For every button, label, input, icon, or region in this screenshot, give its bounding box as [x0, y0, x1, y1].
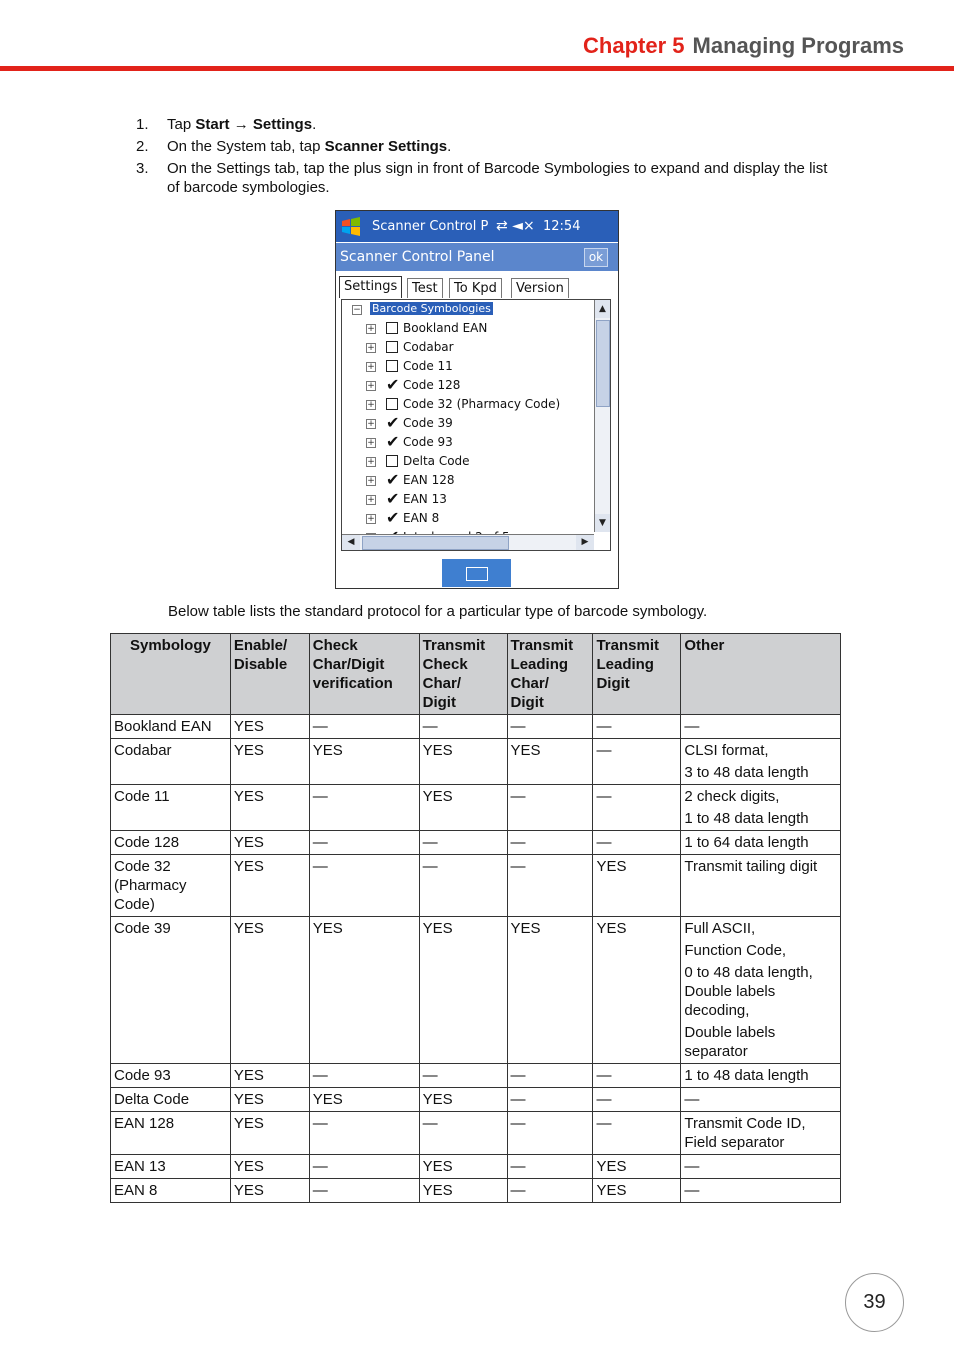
column-header-line: Char/	[422, 675, 461, 692]
ok-button[interactable]: ok	[584, 248, 608, 267]
table-cell: —	[593, 1112, 681, 1155]
table-cell: YES	[419, 1179, 507, 1203]
step-text: .	[447, 138, 452, 155]
step-text: →	[229, 116, 253, 133]
column-header-line: Digit	[422, 694, 456, 711]
scroll-left-icon[interactable]: ◀	[342, 535, 360, 550]
table-row	[111, 1155, 841, 1179]
table-row	[111, 831, 841, 855]
expand-icon[interactable]: +	[367, 476, 375, 486]
table-cell: —	[593, 715, 681, 739]
table-cell: —	[507, 785, 593, 831]
table-cell: YES	[593, 855, 681, 917]
column-header	[309, 634, 419, 715]
column-header-line: Transmit	[596, 637, 659, 654]
table-cell: —	[419, 1064, 507, 1088]
table-cell: YES	[230, 1088, 309, 1112]
tab-strip	[339, 276, 615, 298]
table-cell: —	[419, 855, 507, 917]
step-number: 3.	[136, 160, 149, 177]
table-body	[111, 715, 841, 1203]
table-cell: EAN 8	[111, 1179, 231, 1203]
table-cell: —	[507, 855, 593, 917]
step-number: 2.	[136, 138, 149, 155]
tree-item-label[interactable]: Codabar	[403, 340, 454, 354]
expand-icon[interactable]: +	[367, 495, 375, 505]
chapter-heading	[583, 33, 904, 59]
tab-version[interactable]: Version	[511, 278, 569, 298]
column-header-line: Transmit	[510, 637, 574, 654]
column-header-line: Char/	[510, 675, 549, 692]
table-row	[111, 715, 841, 739]
table-cell	[681, 715, 841, 739]
table-caption: Below table lists the standard protocol for a particular type of barcode symbology.	[168, 603, 708, 620]
scroll-thumb[interactable]	[596, 320, 610, 407]
expand-icon[interactable]: +	[367, 324, 375, 334]
cell-line: Transmit tailing digit	[684, 858, 818, 875]
connectivity-volume-icon[interactable]: ⇄ ◄×	[496, 218, 535, 234]
table-cell: YES	[419, 1155, 507, 1179]
table-cell: —	[507, 1088, 593, 1112]
table-cell: YES	[593, 917, 681, 1064]
table-cell: —	[593, 1064, 681, 1088]
page-header	[0, 0, 954, 72]
checkmark-icon[interactable]: ✔	[386, 489, 400, 508]
cell-line: 0 to 48 data length, Double labels decoding,	[684, 964, 813, 1019]
checkbox-icon[interactable]	[386, 341, 398, 353]
column-header-line: Check	[312, 637, 358, 654]
table-row	[111, 1112, 841, 1155]
column-header	[593, 634, 681, 715]
checkbox-icon[interactable]	[386, 360, 398, 372]
cell-line: —	[684, 718, 700, 735]
table-cell: Code 39	[111, 917, 231, 1064]
table-cell: YES	[230, 739, 309, 785]
table-cell	[681, 785, 841, 831]
table-cell: —	[507, 1064, 593, 1088]
table-cell: —	[593, 739, 681, 785]
cell-line: 2 check digits,	[684, 788, 780, 805]
scroll-right-icon[interactable]: ▶	[576, 535, 594, 550]
table-cell	[681, 1155, 841, 1179]
header-rule	[0, 66, 954, 71]
cell-line: Function Code,	[684, 942, 787, 959]
vertical-scrollbar[interactable]	[594, 300, 610, 532]
table-row	[111, 1179, 841, 1203]
table-cell: Codabar	[111, 739, 231, 785]
table-cell: YES	[230, 1112, 309, 1155]
column-header-line: verification	[312, 675, 393, 692]
tree-item-label[interactable]: EAN 13	[403, 492, 447, 506]
table-cell: EAN 128	[111, 1112, 231, 1155]
step-text: .	[312, 116, 317, 133]
table-cell: —	[507, 1155, 593, 1179]
table-cell: —	[593, 785, 681, 831]
tree-item-label[interactable]: EAN 8	[403, 511, 440, 525]
expand-icon[interactable]: +	[367, 400, 375, 410]
scroll-up-icon[interactable]: ▲	[595, 300, 610, 318]
expand-icon[interactable]: +	[367, 381, 375, 391]
step-text: Start	[195, 116, 230, 133]
table-cell: —	[309, 715, 419, 739]
table-cell: YES	[230, 917, 309, 1064]
keyboard-icon[interactable]	[466, 567, 488, 581]
table-cell: —	[507, 1112, 593, 1155]
table-cell: YES	[309, 1088, 419, 1112]
step-item	[136, 115, 836, 134]
table-cell: YES	[419, 1088, 507, 1112]
table-row	[111, 1088, 841, 1112]
checkmark-icon[interactable]: ✔	[386, 508, 400, 527]
table-cell: YES	[230, 715, 309, 739]
step-text: On the Settings tab, tap the plus sign in front of Barcode Symbologies to expand and display the list of barcode symbologies.	[167, 160, 828, 196]
table-row	[111, 1064, 841, 1088]
step-text: On the System tab, tap	[167, 138, 325, 155]
chapter-number: Chapter 5	[583, 33, 685, 58]
table-cell	[681, 855, 841, 917]
table-cell: YES	[230, 785, 309, 831]
panel-title: Scanner Control Panel	[340, 249, 495, 265]
tree-item-label[interactable]: Code 32 (Pharmacy Code)	[403, 397, 561, 411]
table-cell	[681, 1064, 841, 1088]
table-cell: Delta Code	[111, 1088, 231, 1112]
expand-icon[interactable]: +	[367, 457, 375, 467]
table-cell: —	[419, 831, 507, 855]
table-cell	[681, 1112, 841, 1155]
horizontal-scroll-thumb[interactable]	[362, 536, 509, 550]
checkbox-icon[interactable]	[386, 455, 398, 467]
step-list	[136, 115, 836, 200]
column-header-line: Other	[684, 637, 725, 654]
input-panel-button[interactable]	[442, 559, 511, 587]
table-cell: YES	[309, 917, 419, 1064]
column-header-line: Check	[422, 656, 468, 673]
chapter-title: Managing Programs	[692, 33, 904, 58]
scroll-down-icon[interactable]: ▼	[595, 514, 610, 532]
table-cell	[681, 739, 841, 785]
table-cell: YES	[419, 739, 507, 785]
clock-time[interactable]: 12:54	[543, 219, 581, 234]
device-window-title: Scanner Control P	[372, 219, 489, 234]
device-title-bar	[336, 211, 618, 242]
step-item	[136, 137, 836, 156]
cell-line: —	[684, 1182, 700, 1199]
table-cell: —	[507, 831, 593, 855]
cell-line: Full ASCII,	[684, 920, 756, 937]
cell-line: 3 to 48 data length	[684, 764, 809, 781]
checkbox-icon[interactable]	[386, 398, 398, 410]
table-cell: —	[309, 855, 419, 917]
column-header-line: Disable	[233, 656, 288, 673]
column-header-line: Enable/	[233, 637, 288, 654]
table-cell: YES	[593, 1179, 681, 1203]
table-cell: Code 128	[111, 831, 231, 855]
cell-line: Double labels separator	[684, 1024, 776, 1060]
checkmark-icon[interactable]: ✔	[386, 413, 400, 432]
checkbox-icon[interactable]	[386, 322, 398, 334]
windows-logo-icon[interactable]	[340, 216, 362, 238]
cell-line: CLSI format,	[684, 742, 769, 759]
column-header-line: Leading	[596, 656, 654, 673]
tree-item-label[interactable]: Code 93	[403, 435, 453, 449]
step-item	[136, 159, 836, 197]
table-cell: EAN 13	[111, 1155, 231, 1179]
table-cell: —	[309, 1179, 419, 1203]
table-cell: YES	[230, 1064, 309, 1088]
step-text: Tap	[167, 116, 196, 133]
table-cell: —	[309, 785, 419, 831]
cell-line: 1 to 64 data length	[684, 834, 809, 851]
table-cell: —	[593, 831, 681, 855]
expand-icon[interactable]: +	[367, 419, 375, 429]
column-header-line: Transmit	[422, 637, 486, 654]
cell-line: —	[684, 1158, 700, 1175]
device-screenshot	[335, 210, 619, 589]
table-cell: —	[419, 715, 507, 739]
column-header	[111, 634, 231, 715]
table-cell: YES	[507, 917, 593, 1064]
step-number: 1.	[136, 116, 149, 133]
table-row	[111, 739, 841, 785]
column-header-line: Char/Digit	[312, 656, 385, 673]
tree-item-label[interactable]: Bookland EAN	[403, 321, 488, 335]
column-header	[230, 634, 309, 715]
column-header	[507, 634, 593, 715]
page-number: 39	[845, 1273, 904, 1332]
collapse-icon[interactable]: −	[353, 305, 361, 315]
tree-item-label[interactable]: Delta Code	[403, 454, 470, 468]
column-header	[681, 634, 841, 715]
expand-icon[interactable]: +	[367, 514, 375, 524]
panel-title-bar	[336, 243, 618, 271]
table-cell: —	[507, 715, 593, 739]
table-cell: —	[309, 1064, 419, 1088]
tab-test[interactable]: Test	[407, 278, 443, 298]
step-text: Settings	[252, 116, 313, 133]
tab-settings[interactable]: Settings	[339, 276, 402, 298]
table-cell	[681, 831, 841, 855]
table-row	[111, 917, 841, 1064]
table-cell	[681, 917, 841, 1064]
table-cell: —	[309, 1155, 419, 1179]
table-cell: Code 11	[111, 785, 231, 831]
cell-line: 1 to 48 data length	[684, 810, 809, 827]
table-cell: YES	[230, 855, 309, 917]
expand-icon[interactable]: +	[367, 438, 375, 448]
cell-line: Transmit Code ID, Field separator	[684, 1115, 806, 1151]
table-row	[111, 855, 841, 917]
step-text: Scanner Settings	[324, 138, 448, 155]
column-header-line: Digit	[510, 694, 544, 711]
checkmark-icon[interactable]: ✔	[386, 432, 400, 451]
table-cell: YES	[507, 739, 593, 785]
symbology-tree[interactable]	[341, 299, 611, 551]
table-cell: YES	[230, 831, 309, 855]
table-cell: —	[309, 1112, 419, 1155]
table-header-row	[111, 634, 841, 715]
column-header-line: Symbology	[129, 637, 211, 654]
checkmark-icon[interactable]: ✔	[386, 470, 400, 489]
tree-root[interactable]	[352, 302, 493, 315]
table-row	[111, 785, 841, 831]
table-cell: —	[593, 1088, 681, 1112]
column-header-line: Digit	[596, 675, 630, 692]
tree-item-label[interactable]: EAN 128	[403, 473, 455, 487]
table-cell	[681, 1088, 841, 1112]
table-cell	[681, 1179, 841, 1203]
table-cell: Code 93	[111, 1064, 231, 1088]
table-cell: YES	[309, 739, 419, 785]
table-cell: YES	[230, 1179, 309, 1203]
symbology-table	[110, 633, 841, 1203]
table-cell: —	[507, 1179, 593, 1203]
cell-line: 1 to 48 data length	[684, 1067, 809, 1084]
table-cell: Bookland EAN	[111, 715, 231, 739]
column-header	[419, 634, 507, 715]
table-cell: —	[309, 831, 419, 855]
column-header-line: Leading	[510, 656, 569, 673]
tab-to-kpd[interactable]: To Kpd	[449, 278, 502, 298]
tree-root-label[interactable]: Barcode Symbologies	[372, 302, 491, 315]
cell-line: —	[684, 1091, 700, 1108]
table-cell: YES	[419, 917, 507, 1064]
expand-icon[interactable]: +	[367, 343, 375, 353]
horizontal-scrollbar[interactable]	[342, 534, 594, 550]
checkmark-icon[interactable]: ✔	[386, 375, 400, 394]
table-cell: YES	[230, 1155, 309, 1179]
tree-item-label[interactable]: Code 128	[403, 378, 461, 392]
tree-item-label[interactable]: Code 39	[403, 416, 453, 430]
table-cell: —	[419, 1112, 507, 1155]
tree-item-label[interactable]: Code 11	[403, 359, 453, 373]
table-cell: YES	[593, 1155, 681, 1179]
table-cell: YES	[419, 785, 507, 831]
expand-icon[interactable]: +	[367, 362, 375, 372]
table-cell: Code 32 (Pharmacy Code)	[111, 855, 231, 917]
